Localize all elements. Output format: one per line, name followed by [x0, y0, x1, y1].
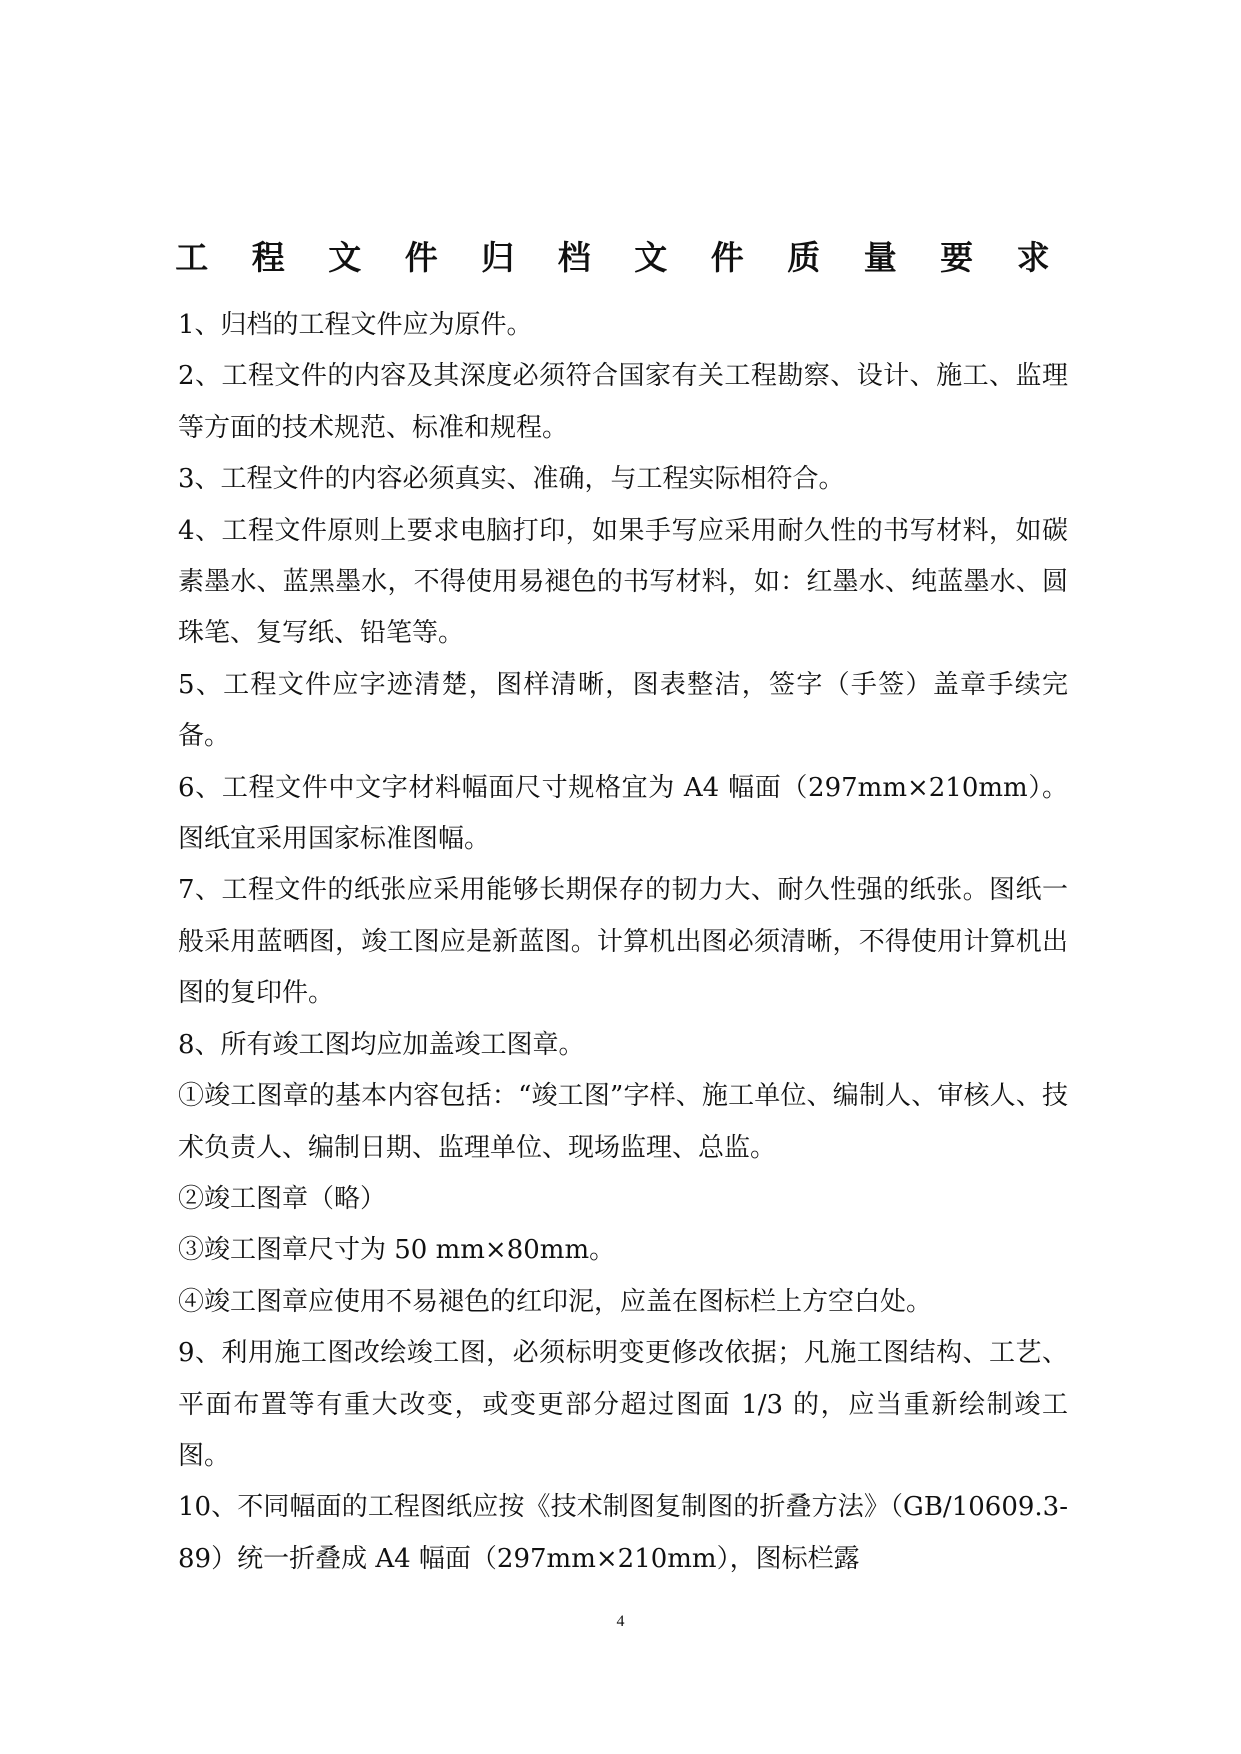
- paragraph-6: 6、工程文件中文字材料幅面尺寸规格宜为 A4 幅面（297mm×210mm）。图纸宜采用国家标准图幅。: [178, 772, 1068, 855]
- paragraph-3: 3、工程文件的内容必须真实、准确，与工程实际相符合。: [178, 464, 845, 495]
- paragraph-1: 1、归档的工程文件应为原件。: [178, 310, 533, 340]
- document-body: [178, 300, 1068, 1585]
- paragraph-8-item-1: ①竣工图章的基本内容包括：“竣工图”字样、施工单位、编制人、审核人、技术负责人、编制日期、监理单位、现场监理、总监。: [178, 1081, 1068, 1163]
- paragraph-8: 8、所有竣工图均应加盖竣工图章。: [178, 1029, 585, 1060]
- page-title: 工 程 文 件 归 档 文 件 质 量 要 求: [175, 238, 1066, 277]
- paragraph-8-item-3: ③竣工图章尺寸为 50 mm×80mm。: [178, 1235, 616, 1266]
- page-number: 4: [616, 1613, 625, 1630]
- paragraph-9: 9、利用施工图改绘竣工图，必须标明变更修改依据；凡施工图结构、工艺、平面布置等有重大改变，或变更部分超过图面 1/3 的，应当重新绘制竣工图。: [178, 1338, 1068, 1471]
- paragraph-2: 2、工程文件的内容及其深度必须符合国家有关工程勘察、设计、施工、监理等方面的技术规范、标准和规程。: [178, 361, 1068, 443]
- paragraph-10: 10、不同幅面的工程图纸应按《技术制图复制图的折叠方法》（GB/10609.3-89）统一折叠成 A4 幅面（297mm×210mm），图标栏露: [178, 1492, 1068, 1574]
- paragraph-8-item-2: ②竣工图章（略）: [178, 1183, 387, 1214]
- paragraph-8-item-4: ④竣工图章应使用不易褪色的红印泥，应盖在图标栏上方空白处。: [178, 1286, 933, 1317]
- paragraph-7: 7、工程文件的纸张应采用能够长期保存的韧力大、耐久性强的纸张。图纸一般采用蓝晒图，竣工图应是新蓝图。计算机出图必须清晰，不得使用计算机出图的复印件。: [178, 875, 1068, 1009]
- paragraph-5: 5、工程文件应字迹清楚，图样清晰，图表整洁，签字（手签）盖章手续完备。: [178, 669, 1068, 752]
- paragraph-4: 4、工程文件原则上要求电脑打印，如果手写应采用耐久性的书写材料，如碳素墨水、蓝黑墨水，不得使用易褪色的书写材料，如：红墨水、纯蓝墨水、圆珠笔、复写纸、铅笔等。: [178, 515, 1068, 649]
